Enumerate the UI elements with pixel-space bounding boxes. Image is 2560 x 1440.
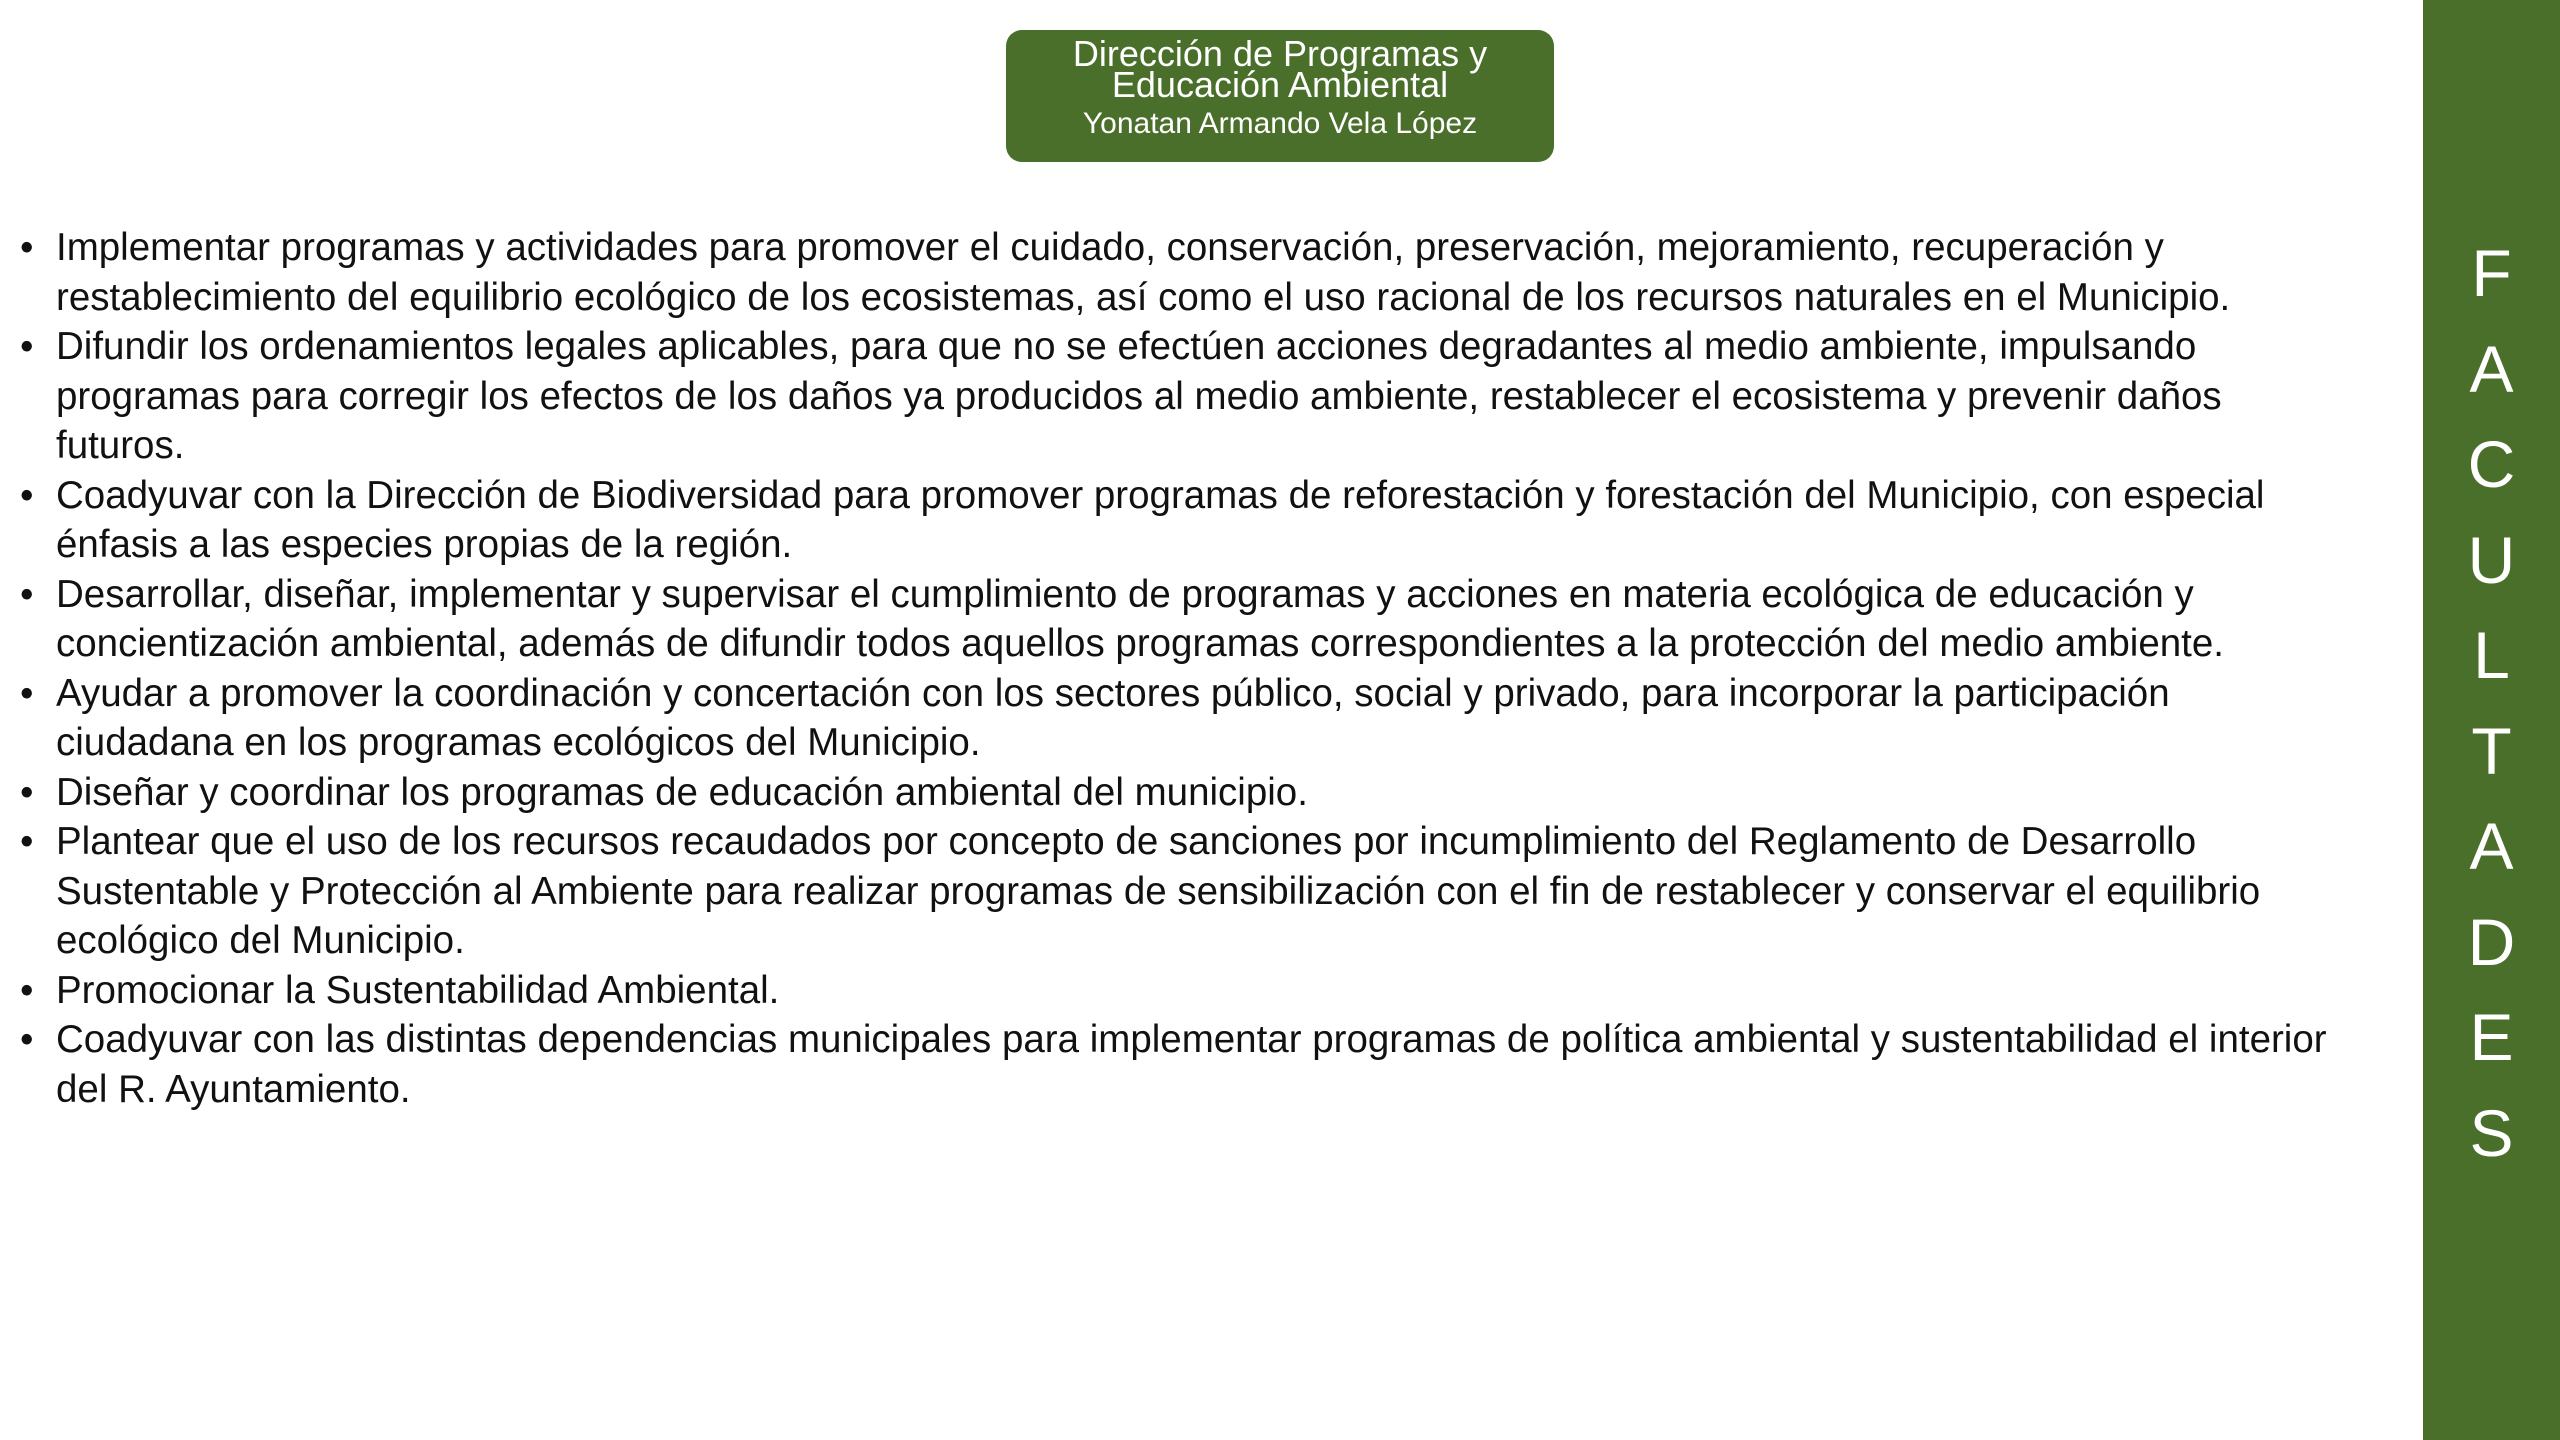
side-letter: A <box>2469 331 2514 406</box>
list-item-text: Difundir los ordenamientos legales aplicables, para que no se efectúen acciones degradantes al medio ambiente, impulsando programas para corregir los efectos de los daños ya producidos al medio ambiente, restablecer el ecosistema y prevenir daños futuros. <box>56 325 2222 467</box>
bullet-icon: • <box>20 770 34 814</box>
bullet-icon: • <box>20 968 34 1012</box>
side-letter: U <box>2467 522 2516 597</box>
bullet-icon: • <box>20 325 34 368</box>
side-letter: C <box>2467 427 2516 501</box>
director-name: Yonatan Armando Vela López <box>1082 107 1478 140</box>
list-item-text: Plantear que el uso de los recursos recaudados por concepto de sanciones por incumplimiento del Reglamento de Desarrollo Sustentable y Protección al Ambiente para realizar programas de sensibilización con el fin de restablecer y conservar el equilibrio ecológico del Municipio. <box>56 820 2261 962</box>
side-letter: L <box>2473 618 2510 692</box>
header-box <box>1006 30 1554 162</box>
bullet-icon: • <box>20 572 34 616</box>
list-item-text: Ayudar a promover la coordinación y concertación con los sectores público, social y privado, para incorporar la participación ciudadana en los programas ecológicos del Municipio. <box>56 671 2170 764</box>
list-item <box>20 570 2355 669</box>
bullet-icon: • <box>20 473 34 517</box>
list-item-text: Implementar programas y actividades para promover el cuidado, conservación, preservación, mejoramiento, recuperación y restablecimiento del equilibrio ecológico de los ecosistemas, así como el uso racional de los recursos naturales en el Municipio. <box>56 226 2231 319</box>
department-title: Dirección de Programas y Educación Ambiental <box>1072 33 1488 105</box>
bullet-icon: • <box>20 1018 34 1061</box>
side-letter: S <box>2469 1095 2514 1170</box>
list-item <box>20 966 2355 1016</box>
bullet-icon: • <box>20 226 34 269</box>
side-letter: E <box>2469 1000 2514 1074</box>
list-item <box>20 322 2355 471</box>
list-item-text: Coadyuvar con las distintas dependencias municipales para implementar programas de política ambiental y sustentabilidad el interior del R. Ayuntamiento. <box>56 1018 2327 1111</box>
side-letter: T <box>2471 713 2512 788</box>
list-item <box>20 223 2355 322</box>
faculties-list <box>20 223 2355 1114</box>
list-item-text: Desarrollar, diseñar, implementar y supervisar el cumplimiento de programas y acciones en materia ecológica de educación y concientización ambiental, además de difundir todos aquellos programas correspondientes a la protección del medio ambiente. <box>56 572 2224 665</box>
side-letter: A <box>2469 809 2514 883</box>
bullet-icon: • <box>20 820 34 863</box>
side-letter: D <box>2467 904 2516 979</box>
list-item-text: Promocionar la Sustentabilidad Ambiental. <box>56 968 780 1012</box>
list-item <box>20 768 2355 818</box>
bullet-icon: • <box>20 671 34 715</box>
list-item <box>20 1015 2355 1114</box>
list-item-text: Diseñar y coordinar los programas de educación ambiental del municipio. <box>56 770 1308 814</box>
side-title-vertical <box>2423 226 2560 1181</box>
list-item <box>20 817 2355 966</box>
list-item <box>20 471 2355 570</box>
side-panel <box>2423 0 2560 1440</box>
list-item-text: Coadyuvar con la Dirección de Biodiversidad para promover programas de reforestación y forestación del Municipio, con especial énfasis a las especies propias de la región. <box>56 473 2265 566</box>
list-item <box>20 669 2355 768</box>
side-letter: F <box>2471 236 2512 310</box>
